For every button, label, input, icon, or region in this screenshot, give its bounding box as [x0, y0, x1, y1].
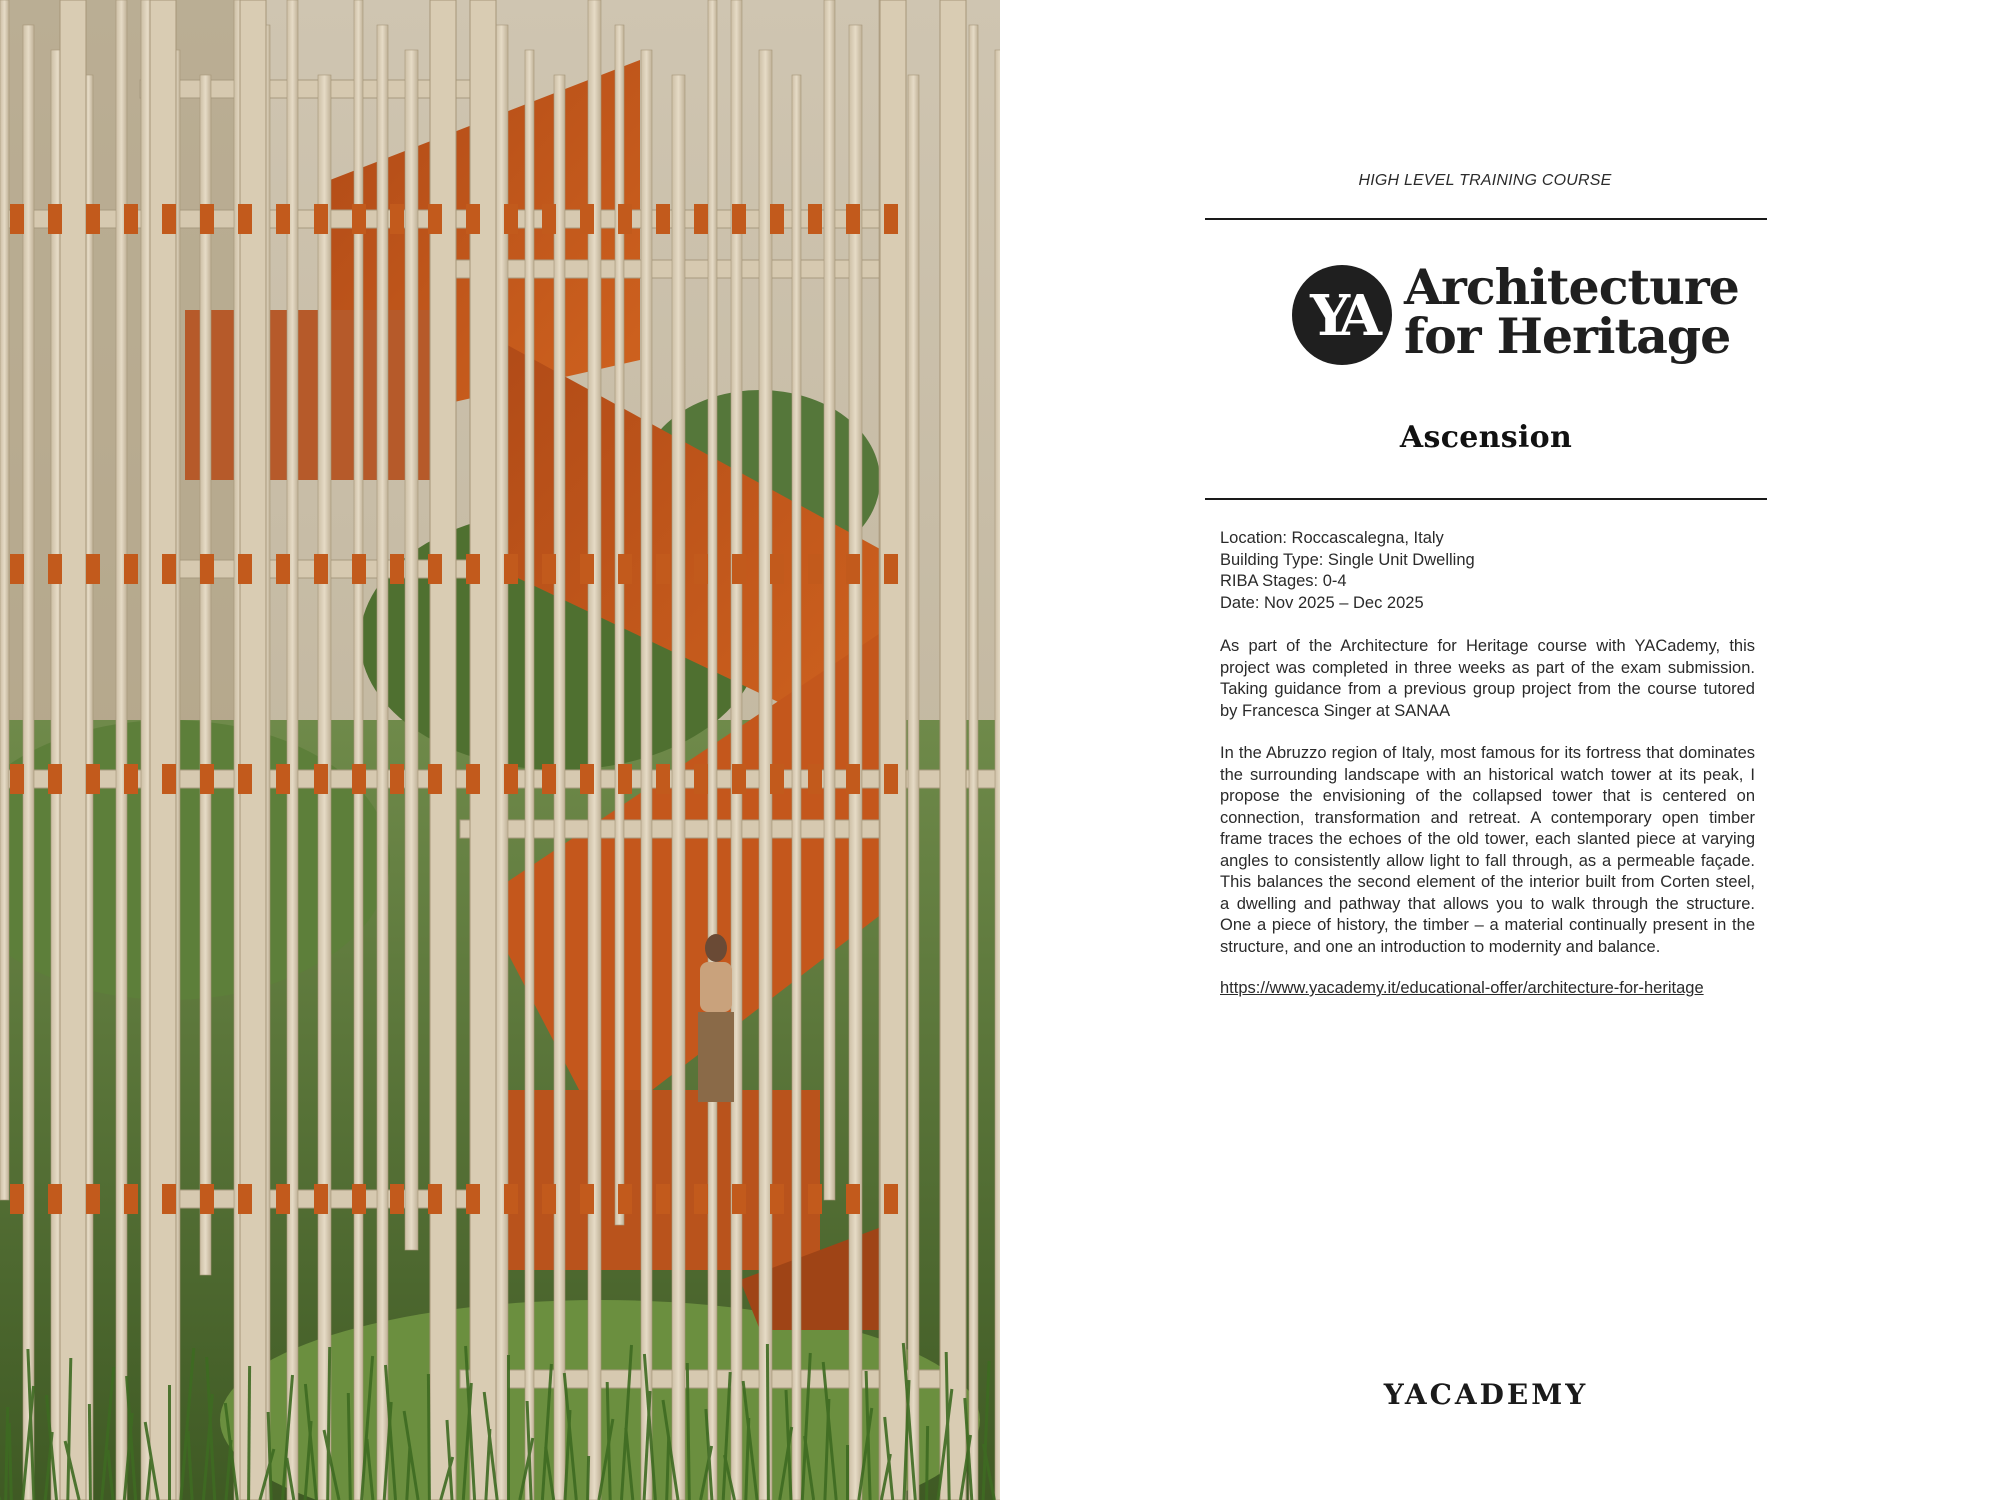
- grass-blade: [89, 1404, 90, 1500]
- bottom-divider: [1205, 498, 1767, 500]
- corten-bracket: [428, 554, 442, 584]
- corten-bracket: [808, 204, 822, 234]
- corten-bracket: [314, 554, 328, 584]
- corten-bracket: [200, 554, 214, 584]
- corten-bracket: [846, 554, 860, 584]
- corten-bracket: [580, 764, 594, 794]
- corten-bracket: [580, 554, 594, 584]
- corten-bracket: [732, 554, 746, 584]
- corten-bracket: [352, 764, 366, 794]
- corten-bracket: [162, 764, 176, 794]
- grass-blade: [667, 1437, 669, 1500]
- corten-bracket: [466, 554, 480, 584]
- timber-slat: [908, 75, 919, 1500]
- meta-riba-stages: RIBA Stages: 0-4: [1220, 572, 1347, 590]
- corten-bracket: [10, 1184, 24, 1214]
- corten-bracket: [162, 1184, 176, 1214]
- corten-bracket: [732, 1184, 746, 1214]
- logo-line-1: Architecture: [1404, 258, 1739, 316]
- corten-bracket: [580, 1184, 594, 1214]
- corten-bracket: [428, 204, 442, 234]
- corten-bracket: [238, 1184, 252, 1214]
- corten-bracket: [86, 764, 100, 794]
- concept-paragraph: In the Abruzzo region of Italy, most famous for its fortress that dominates the surrounding landscape with an historical watch tower at its peak, I propose the envisioning of the collapsed tower that is centered on connection, transformation and retreat. A contemporary open timber frame traces the echoes of the old tower, each slanted piece at varying angles to consistently allow light to fall through, as a permeable façade. This balances the second element of the interior built from Corten steel, a dwelling and pathway that allows you to walk through the structure. One a piece of history, the timber – a material continually present in the structure, and one an introduction to modernity and balance.: [1220, 744, 1755, 956]
- grass-blade: [9, 1423, 11, 1500]
- yacademy-footer-logo: YACADEMY: [1383, 1378, 1589, 1411]
- corten-bracket: [276, 554, 290, 584]
- ya-monogram-icon: [1292, 265, 1392, 365]
- corten-bracket: [618, 204, 632, 234]
- corten-bracket: [846, 204, 860, 234]
- corten-bracket: [428, 1184, 442, 1214]
- timber-slat: [641, 50, 652, 1500]
- grass-blade: [767, 1344, 768, 1500]
- corten-bracket: [808, 1184, 822, 1214]
- corten-bracket: [390, 554, 404, 584]
- corten-bracket: [732, 764, 746, 794]
- corten-bracket: [48, 1184, 62, 1214]
- corten-bracket: [656, 554, 670, 584]
- corten-bracket: [884, 1184, 898, 1214]
- corten-bracket: [238, 554, 252, 584]
- corten-bracket: [846, 764, 860, 794]
- corten-bracket: [618, 1184, 632, 1214]
- course-logo: [1292, 258, 1739, 368]
- timber-slat: [824, 0, 835, 1200]
- corten-bracket: [86, 204, 100, 234]
- corten-bracket: [656, 764, 670, 794]
- corten-bracket: [770, 554, 784, 584]
- timber-slat: [525, 50, 534, 1500]
- corten-bracket: [504, 554, 518, 584]
- corten-bracket: [200, 764, 214, 794]
- corten-bracket: [162, 204, 176, 234]
- timber-slat: [792, 75, 801, 1500]
- corten-bracket: [618, 554, 632, 584]
- corten-bracket: [276, 1184, 290, 1214]
- corten-bracket: [314, 1184, 328, 1214]
- timber-slat: [0, 0, 9, 1200]
- timber-slat: [672, 75, 685, 1500]
- corten-bracket: [124, 204, 138, 234]
- top-divider: [1205, 218, 1767, 220]
- corten-bracket: [770, 1184, 784, 1214]
- corten-bracket: [580, 204, 594, 234]
- meta-building-type: Building Type: Single Unit Dwelling: [1220, 550, 1475, 569]
- grass-blade: [428, 1374, 429, 1500]
- corten-bracket: [390, 1184, 404, 1214]
- meta-location: Location: Roccascalegna, Italy: [1220, 529, 1444, 547]
- corten-bracket: [352, 554, 366, 584]
- corten-bracket: [808, 764, 822, 794]
- corten-bracket: [352, 204, 366, 234]
- corten-bracket: [48, 204, 62, 234]
- corten-bracket: [428, 764, 442, 794]
- corten-bracket: [846, 1184, 860, 1214]
- grass-blade: [6, 1407, 8, 1500]
- corten-bracket: [808, 554, 822, 584]
- corten-bracket: [542, 764, 556, 794]
- corten-bracket: [504, 1184, 518, 1214]
- corten-bracket: [124, 1184, 138, 1214]
- corten-bracket: [238, 204, 252, 234]
- corten-bracket: [86, 554, 100, 584]
- corten-bracket: [10, 764, 24, 794]
- timber-beam: [170, 1190, 510, 1208]
- corten-bracket: [542, 1184, 556, 1214]
- course-link[interactable]: https://www.yacademy.it/educational-offer/architecture-for-heritage: [1220, 979, 1704, 997]
- corten-bracket: [314, 764, 328, 794]
- timber-slat: [23, 25, 34, 1500]
- corten-bracket: [504, 204, 518, 234]
- grass-blade: [348, 1393, 350, 1500]
- corten-bracket: [694, 1184, 708, 1214]
- timber-column: [60, 0, 86, 1500]
- corten-bracket: [770, 204, 784, 234]
- grass-blade: [588, 1456, 589, 1500]
- corten-bracket: [656, 204, 670, 234]
- corten-bracket: [48, 764, 62, 794]
- meta-date: Date: Nov 2025 – Dec 2025: [1220, 593, 1424, 612]
- corten-bracket: [694, 554, 708, 584]
- corten-bracket: [86, 1184, 100, 1214]
- corten-bracket: [200, 1184, 214, 1214]
- project-title: Ascension: [1399, 420, 1573, 455]
- corten-bracket: [542, 554, 556, 584]
- timber-slat: [405, 50, 418, 1250]
- corten-bracket: [390, 204, 404, 234]
- timber-slat: [495, 25, 508, 1500]
- corten-bracket: [884, 204, 898, 234]
- corten-bracket: [124, 554, 138, 584]
- ya-monogram-letters: YA: [1310, 283, 1374, 349]
- corten-bracket: [390, 764, 404, 794]
- corten-bracket: [200, 204, 214, 234]
- logo-wordmark: [1404, 258, 1739, 365]
- corten-bracket: [884, 764, 898, 794]
- corten-bracket: [314, 204, 328, 234]
- timber-slat: [708, 0, 717, 1500]
- corten-bracket: [694, 764, 708, 794]
- corten-bracket: [732, 204, 746, 234]
- corten-bracket: [276, 764, 290, 794]
- timber-slat: [969, 25, 978, 1500]
- timber-slat: [849, 25, 862, 1500]
- corten-bracket: [504, 764, 518, 794]
- corten-bracket: [10, 554, 24, 584]
- intro-paragraph: As part of the Architecture for Heritage course with YACademy, this project was completed in three weeks as part of the exam submission. Taking guidance from a previous group project from the course tutored by Francesca Singer at SANAA: [1220, 637, 1755, 720]
- logo-line-2: for Heritage: [1404, 307, 1731, 365]
- corten-bracket: [48, 554, 62, 584]
- timber-slat: [377, 25, 388, 1500]
- corten-bracket: [542, 204, 556, 234]
- corten-bracket: [466, 204, 480, 234]
- corten-bracket: [466, 1184, 480, 1214]
- corten-bracket: [618, 764, 632, 794]
- timber-slat: [200, 75, 211, 1275]
- corten-bracket: [10, 204, 24, 234]
- grass-blade: [927, 1426, 928, 1500]
- project-description-page: [1000, 0, 2000, 1500]
- corten-bracket: [466, 764, 480, 794]
- corten-bracket: [884, 554, 898, 584]
- course-kicker: HIGH LEVEL TRAINING COURSE: [1358, 172, 1612, 189]
- corten-bracket: [238, 764, 252, 794]
- grass-blade: [687, 1363, 689, 1500]
- grass-blade: [249, 1366, 250, 1500]
- corten-bracket: [656, 1184, 670, 1214]
- corten-bracket: [276, 204, 290, 234]
- corten-bracket: [352, 1184, 366, 1214]
- timber-column: [940, 0, 966, 1500]
- grass-blade: [328, 1347, 330, 1500]
- timber-beam: [140, 80, 480, 98]
- corten-bracket: [694, 204, 708, 234]
- corten-bracket: [162, 554, 176, 584]
- project-meta: [1220, 528, 1475, 614]
- corten-bracket: [124, 764, 138, 794]
- corten-bracket: [770, 764, 784, 794]
